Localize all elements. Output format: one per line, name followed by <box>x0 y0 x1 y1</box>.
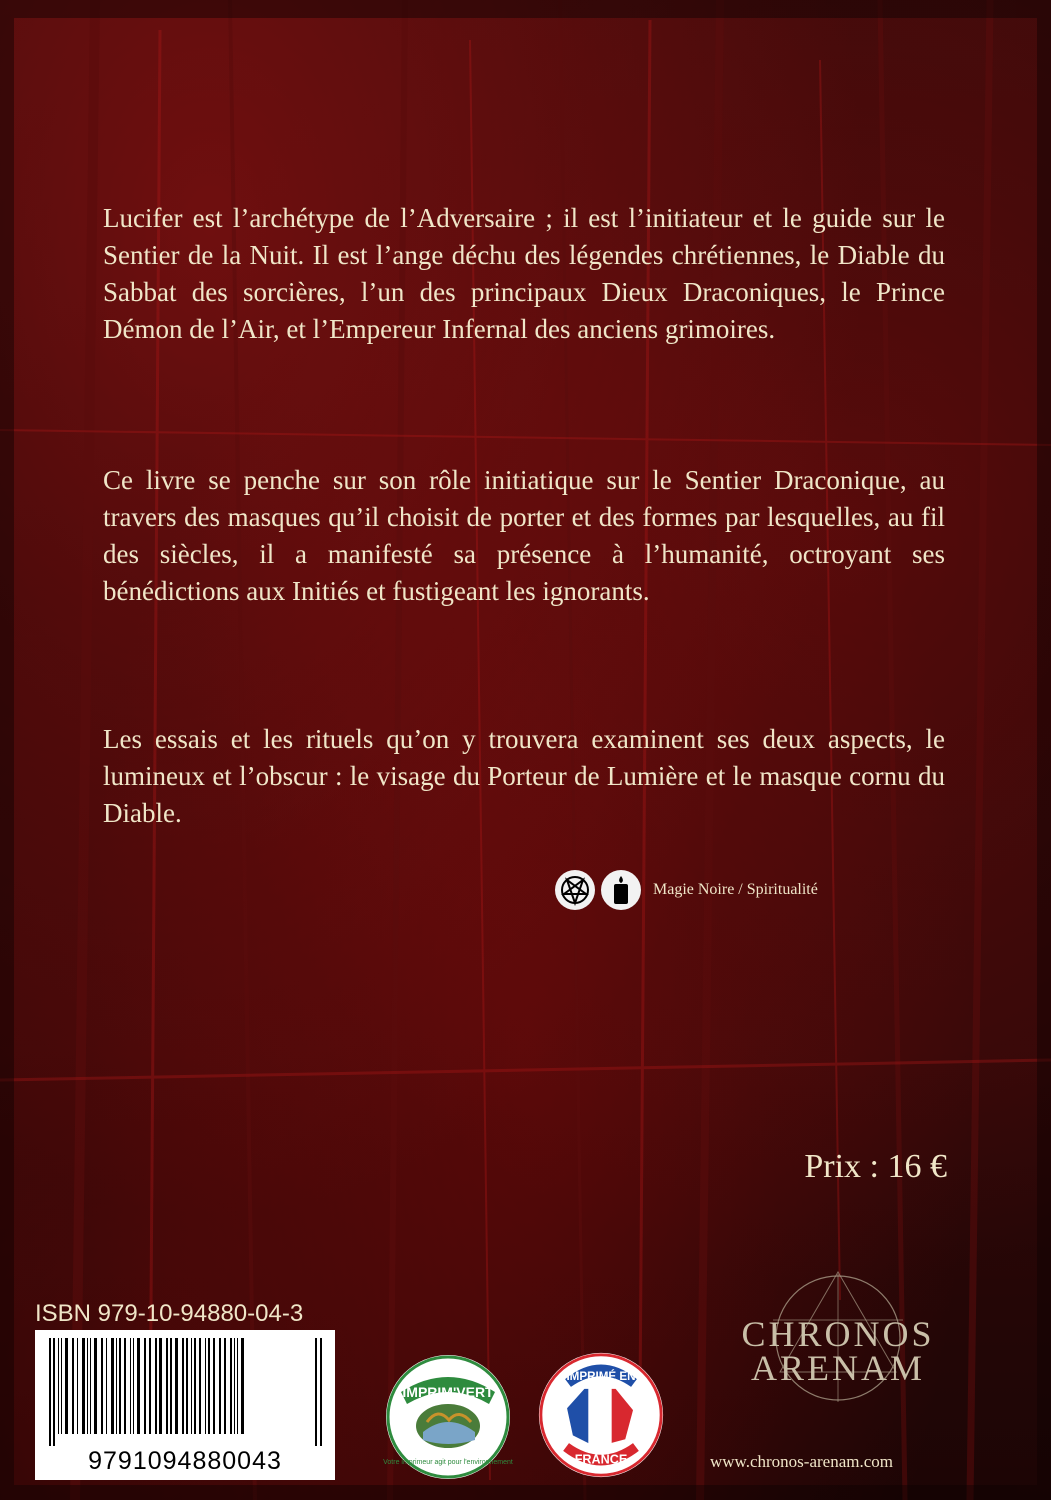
barcode-bar <box>53 1338 55 1446</box>
barcode-bar <box>137 1338 140 1434</box>
barcode-bar <box>144 1338 146 1434</box>
imprim-vert-title: IMPRIM'VERT <box>402 1384 494 1400</box>
imprim-vert-badge <box>383 1352 513 1482</box>
barcode-digits: 9791094880043 <box>88 1447 282 1475</box>
candle-icon <box>601 870 641 910</box>
barcode-bar <box>224 1338 226 1434</box>
barcode-bar <box>199 1338 201 1434</box>
barcode-bar <box>87 1338 88 1434</box>
barcode-bar <box>111 1338 114 1434</box>
barcode-bar <box>149 1338 151 1434</box>
barcode-bar <box>320 1338 322 1446</box>
blurb-paragraph-2: Ce livre se penche sur son rôle initiatique sur le Sentier Draconique, au travers des masques qu’il choisit de porter et des formes par lesquelles, au fil des siècles, il a manifesté sa présence à l’humanité, octroyant ses bénédictions aux Initiés et fustigeant les ignorants. <box>103 465 945 606</box>
barcode-bar <box>116 1338 117 1434</box>
france-label: FRANCE <box>574 1452 628 1467</box>
barcode-bar <box>94 1338 97 1434</box>
barcode-bar <box>101 1338 103 1434</box>
publisher-name-line-1: CHRONOS <box>741 1314 935 1354</box>
barcode-bar <box>315 1338 317 1446</box>
barcode-bar <box>205 1338 206 1434</box>
chronos-arenam-logo <box>718 1260 958 1410</box>
barcode-bar <box>49 1338 51 1446</box>
genre-category <box>555 868 818 912</box>
barcode-bar <box>82 1338 85 1434</box>
barcode-bar <box>170 1338 172 1434</box>
barcode-bar <box>90 1338 91 1434</box>
publisher-name-line-2: ARENAM <box>750 1348 926 1388</box>
barcode-bar <box>230 1338 232 1434</box>
barcode-bar <box>61 1338 62 1434</box>
barcode <box>35 1330 335 1480</box>
barcode-bar <box>58 1338 59 1434</box>
barcode-bar <box>65 1338 68 1434</box>
barcode-bar <box>72 1338 74 1434</box>
barcode-bar <box>155 1338 157 1434</box>
imprim-vert-caption: Votre imprimeur agit pour l'environnement <box>383 1459 513 1466</box>
blurb-paragraph-3: Les essais et les rituels qu’on y trouvera examinent ses deux aspects, le lumineux et l’obscur : le visage du Porteur de Lumière et le masque cornu du Diable. <box>103 724 945 828</box>
barcode-bar <box>234 1338 235 1434</box>
barcode-bar <box>219 1338 221 1434</box>
barcode-bar <box>191 1338 192 1434</box>
barcode-bar <box>186 1338 188 1434</box>
barcode-bar <box>130 1338 131 1434</box>
barcode-bar <box>77 1338 78 1434</box>
barcode-bar <box>182 1338 184 1434</box>
barcode-bar <box>237 1338 238 1434</box>
barcode-bar <box>119 1338 121 1434</box>
pentagram-icon <box>555 870 595 910</box>
genre-label: Magie Noire / Spiritualité <box>653 881 818 898</box>
barcode-bar <box>175 1338 178 1434</box>
barcode-bar <box>208 1338 210 1434</box>
blurb-paragraph-1: Lucifer est l’archétype de l’Adversaire ; il est l’initiateur et le guide sur le Sentier de la Nuit. Il est l’ange déchu des légendes chrétiennes, le Diable du Sabbat des sorcières, l’un des principaux Dieux Draconiques, le Prince Démon de l’Air, et l’Empereur Infernal des anciens grimoires. <box>103 203 945 344</box>
price-label: Prix : 16 € <box>804 1148 947 1185</box>
barcode-bar <box>106 1338 107 1434</box>
isbn-label: ISBN 979-10-94880-04-3 <box>35 1300 304 1327</box>
barcode-bar <box>213 1338 215 1434</box>
barcode-bar <box>241 1338 244 1434</box>
barcode-bar <box>124 1338 126 1434</box>
imprime-en-label: IMPRIMÉ EN <box>566 1370 636 1384</box>
barcode-bar <box>133 1338 134 1434</box>
barcode-bar <box>166 1338 168 1434</box>
barcode-bars <box>45 1338 325 1446</box>
publisher-url: www.chronos-arenam.com <box>710 1452 893 1471</box>
barcode-bar <box>159 1338 162 1434</box>
barcode-bar <box>194 1338 196 1434</box>
imprime-en-france-badge <box>536 1350 666 1480</box>
